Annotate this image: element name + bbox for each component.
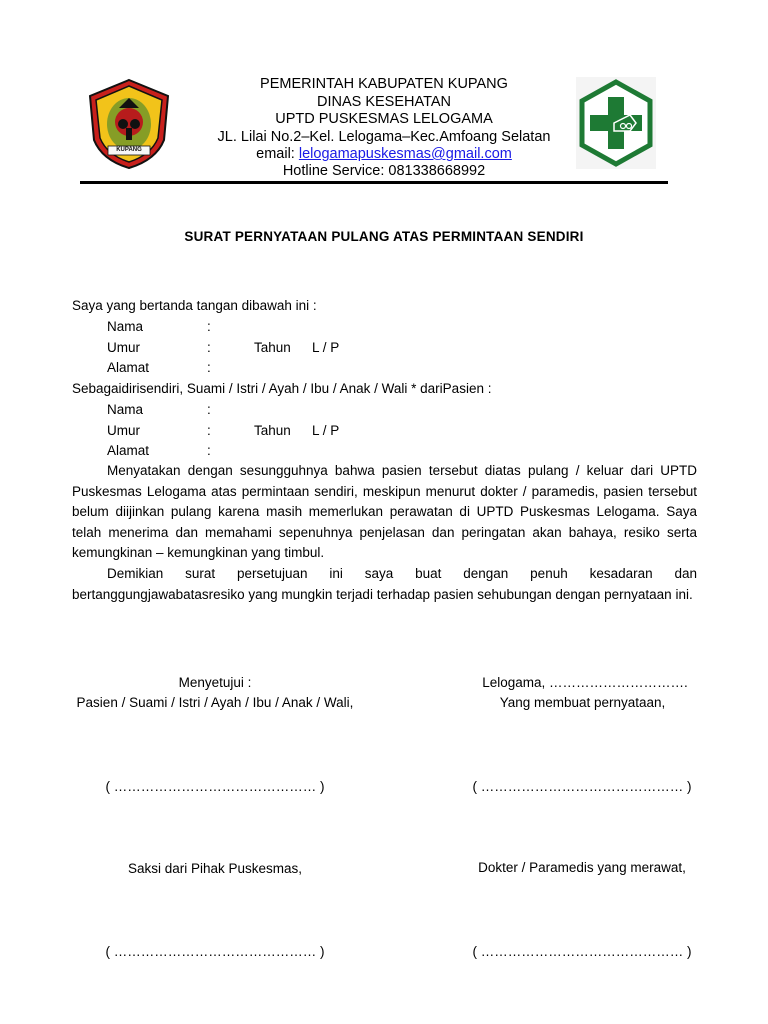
field-alamat-label: Alamat bbox=[107, 360, 150, 375]
pasien-wali-label: Pasien / Suami / Istri / Ayah / Ibu / Anak / Wali, bbox=[76, 695, 354, 710]
dokter-label: Dokter / Paramedis yang merawat, bbox=[478, 860, 686, 875]
header-email-line bbox=[0, 146, 768, 163]
header-department: DINAS KESEHATAN bbox=[316, 94, 452, 110]
field-umur2-colon: : bbox=[207, 423, 211, 438]
field-umur2-label: Umur bbox=[107, 423, 140, 438]
yang-membuat-label: Yang membuat pernyataan, bbox=[499, 695, 666, 710]
field-umur-label: Umur bbox=[107, 340, 140, 355]
intro-text: Saya yang bertanda tangan dibawah ini : bbox=[72, 298, 317, 313]
field-alamat2-label: Alamat bbox=[107, 443, 150, 458]
closing-paragraph: Demikian surat persetujuan ini saya buat dengan penuh kesadaran dan bertanggungjawabatasresiko yang mungkin terjadi terhadap pasien sehubungan dengan pernyataan ini. bbox=[72, 565, 697, 602]
field-nama-colon: : bbox=[207, 319, 211, 334]
header-institution: UPTD PUSKESMAS LELOGAMA bbox=[275, 111, 493, 127]
header-divider bbox=[80, 181, 668, 184]
field-lp: L / P bbox=[312, 340, 340, 355]
header-hotline: Hotline Service: 081338668992 bbox=[282, 163, 486, 179]
email-link[interactable]: lelogamapuskesmas@gmail.com bbox=[298, 146, 512, 162]
document-title: SURAT PERNYATAAN PULANG ATAS PERMINTAAN SENDIRI bbox=[184, 229, 584, 244]
field-lp2: L / P bbox=[312, 423, 340, 438]
field-tahun2: Tahun bbox=[254, 423, 291, 438]
statement-paragraph: Menyatakan dengan sesungguhnya bahwa pasien tersebut diatas pulang / keluar dari UPTD Puskesmas Lelogama atas permintaan sendiri, meskipun menurut dokter / paramedis, pasien tersebut belum diijinkan pulang karena masih memerlukan perawatan di UPTD Puskesmas Lelogama. Saya telah menerima dan memahami sepenuhnya penjelasan dan peringatan akan bahaya, resiko serta kemungkinan – kemungkinan yang timbul. bbox=[72, 463, 697, 561]
field-alamat2-colon: : bbox=[207, 443, 211, 458]
signature-line-declarant: ( ……………………………………… ) bbox=[472, 779, 692, 794]
header-address: JL. Lilai No.2–Kel. Lelogama–Kec.Amfoang Selatan bbox=[217, 129, 551, 145]
field-nama-label: Nama bbox=[107, 319, 144, 334]
relationship-text: Sebagaidirisendiri, Suami / Istri / Ayah / Ibu / Anak / Wali * dariPasien : bbox=[72, 381, 492, 396]
menyetujui-label: Menyetujui : bbox=[178, 675, 252, 690]
signature-line-witness: ( ……………………………………… ) bbox=[105, 944, 325, 959]
signature-line-doctor: ( ……………………………………… ) bbox=[472, 944, 692, 959]
kupang-logo-text: KUPANG bbox=[116, 147, 142, 153]
field-nama2-label: Nama bbox=[107, 402, 144, 417]
signature-line-patient: ( ……………………………………… ) bbox=[105, 779, 325, 794]
field-tahun: Tahun bbox=[254, 340, 291, 355]
email-label: email: bbox=[256, 146, 299, 162]
header-government: PEMERINTAH KABUPATEN KUPANG bbox=[260, 76, 508, 92]
field-nama2-colon: : bbox=[207, 402, 211, 417]
saksi-label: Saksi dari Pihak Puskesmas, bbox=[127, 861, 303, 876]
body-paragraphs bbox=[72, 461, 697, 605]
place-date: Lelogama, …………………………. bbox=[482, 675, 688, 690]
field-umur-colon: : bbox=[207, 340, 211, 355]
field-alamat-colon: : bbox=[207, 360, 211, 375]
